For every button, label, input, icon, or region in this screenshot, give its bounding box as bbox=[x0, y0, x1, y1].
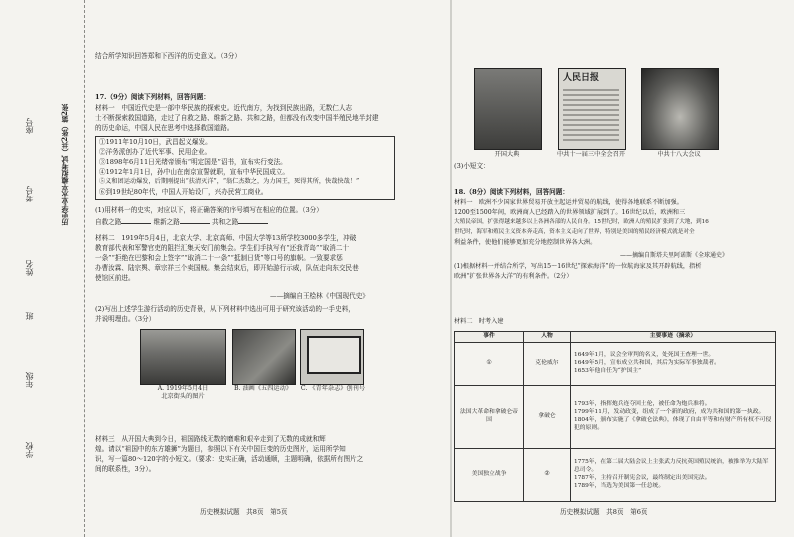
answer-blank[interactable] bbox=[180, 223, 210, 224]
deed-line: 1789年，当选为美国第一任总统。 bbox=[574, 482, 665, 489]
option-item: ⑥到19世纪80年代，中国人开始设厂，兴办民营工商业。 bbox=[99, 188, 268, 196]
material-3-line: 材料三 从开国大典到今日，祖国路线无数的磨难和艰辛走到了无数的成就和辉 bbox=[95, 435, 326, 443]
deeds-cell bbox=[571, 448, 776, 501]
blank-label: 维新之路 bbox=[153, 218, 180, 226]
caption-a: A. 1919年5月4日 北京街头的图片 bbox=[157, 385, 209, 400]
option-item: ②洋务派创办了近代军事、民用企业。 bbox=[99, 148, 212, 156]
right-footer: 历史模拟试题 共8页 第6页 bbox=[560, 508, 648, 516]
material-2-line: 教育部代表和军警官吏的阻拦汇集天安门前集会。学生们手执写有“还我青岛”“取消二十 bbox=[95, 244, 350, 252]
option-item: ③1898年6月11日光绪帝颁布“明定国是”诏书，宣布实行变法。 bbox=[99, 158, 287, 166]
material-2-line: 一条”“拒绝在巴黎和会上签字”“取消二十一条”“抵制日货”等口号的旗帜。一致要求惩 bbox=[95, 254, 343, 262]
school-label: 学校 bbox=[25, 442, 34, 458]
material-2-source: ——摘编自王桧林《中国现代史》 bbox=[270, 292, 369, 300]
answer-blank[interactable] bbox=[238, 223, 268, 224]
oil-painting-may-fourth bbox=[232, 329, 296, 385]
option-item: ④1912年1月1日，孙中山在南京宣誓就职，宣布中华民国成立。 bbox=[99, 168, 290, 176]
person-cell: 克伦威尔 bbox=[524, 342, 571, 385]
sub-question-1: (1)用材料一的史实，对应以下，将正确答案的序号填写在相应的位置。（3分） bbox=[95, 206, 323, 214]
material-r1-line: 材料一 欧洲不少国家世界贸易开放主起运并贸易的航线，使得各地联系不断加强。 bbox=[454, 199, 683, 206]
table-row bbox=[455, 385, 776, 448]
newspaper-masthead: 人民日报 bbox=[563, 73, 600, 83]
table-row bbox=[455, 448, 776, 501]
caption-c: C. 《青年杂志》创刊号 bbox=[300, 385, 366, 392]
deed-line: 1787年，主持召开制宪会议，最终制定出美国宪法。 bbox=[574, 474, 711, 481]
short-essay-label: (3)小短文： bbox=[454, 162, 490, 170]
caption-b: B. 油画《五四运动》 bbox=[234, 385, 292, 392]
photo-founding-ceremony bbox=[474, 68, 542, 150]
table-header: 事件 bbox=[455, 332, 524, 343]
table-header: 主要事迹（摘录） bbox=[571, 332, 776, 343]
question-top: 结合所学知识回答郑和下西洋的历史意义。（3分） bbox=[95, 52, 241, 60]
event-cell: 法国大革命和拿破仑帝国 bbox=[455, 385, 524, 448]
material-1-line: 材料一 中国近代史是一部中华民族的探索史。近代南方，为找到民族出路，无数仁人志 bbox=[95, 104, 353, 112]
material-3-line: 间的联系性，3分）。 bbox=[95, 465, 156, 473]
deed-line: 1649年1月，议会全审判的名义，处死国王查理一世。 bbox=[574, 352, 715, 359]
material-r1-line: 利益条件，使他们能够更加充分地控制世界各大洲。 bbox=[454, 239, 597, 246]
blank-label: 共和之路 bbox=[211, 218, 239, 226]
person-cell: ② bbox=[524, 448, 571, 501]
material-r1-line: 1200至1500年间，欧洲商人已经踏入的世界领域扩展到了。16世纪以后，欧洲和三 bbox=[454, 209, 686, 216]
option-item: ⑤义和团运动爆发，后期刚提出“扶清灭洋”，“翁仁杰数之，为力国王，死得其所，快哉快哉！” bbox=[99, 178, 360, 185]
caption-founding: 开国大典 bbox=[494, 151, 520, 158]
seat-label: 座号 bbox=[25, 118, 34, 134]
deed-line: 1775年，在第二届大陆会议上主张武力反抗英国殖民统治，被推举为大陆军总司令。 bbox=[574, 459, 769, 473]
answer-line bbox=[95, 218, 268, 227]
material-r1-line: 世纪时，海军和殖民主义资本奔走高，资本主义走向了世界，特别是美国的殖民经济模式就是对全 bbox=[454, 229, 695, 235]
options-box bbox=[95, 136, 395, 200]
event-cell: 美国独立战争 bbox=[455, 448, 524, 501]
sub-question-18-1: (1)根据材料一并结合所学，写出15～16世纪“探索海洋”的一位航海家及其开辟航线，指析 bbox=[454, 263, 702, 270]
deed-line: 1653年他自任为“护国主” bbox=[574, 367, 642, 374]
material-2-line: 使馆区前进。 bbox=[95, 274, 135, 282]
material-3-line: 识，写一篇80～120字的小短文。（要求：史实正确，活动通顺，主题明确，依据所有图片之 bbox=[95, 455, 364, 463]
deed-line: 1799年11月，发动政变，组成了一个新的政府，成为共和国的第一执政。 bbox=[574, 409, 765, 415]
option-item: ①1911年10月10日，武昌起义爆发。 bbox=[99, 138, 212, 146]
material-3-line: 煌。请以“祖国中的东方雄狮”为题目，参照以下有关中国巨变的历史图片，运用所学知 bbox=[95, 445, 346, 453]
table-row bbox=[455, 342, 776, 385]
events-table bbox=[454, 331, 776, 502]
exam-title-vertical: 历史学业水平模拟考试（共2张）第2张 bbox=[60, 104, 69, 226]
event-cell: ① bbox=[455, 342, 524, 385]
class-label: 班 bbox=[25, 312, 34, 320]
table-header: 人物 bbox=[524, 332, 571, 343]
material-r1-source: ——摘编自斯塔夫里阿诺斯《全球通史》 bbox=[620, 252, 729, 259]
photo-beijing-street bbox=[140, 329, 226, 385]
sub-question-2-cont: 并说明理由。（3分） bbox=[95, 315, 156, 323]
material-2-line: 办曹汝霖、陆宗舆、章宗祥三个卖国贼。集会结束后，即开始游行示威，队伍走向东交民巷 bbox=[95, 264, 359, 272]
youth-magazine-cover bbox=[300, 329, 364, 385]
caption-third-plenum: 中共十一届三中全会召开 bbox=[556, 151, 626, 158]
deed-line: 1649年5月，宣布成立共和国，其后为实际军事独裁者。 bbox=[574, 359, 720, 366]
deed-line: 1793年，指挥炮兵连夺回土伦，被任命为炮兵准将。 bbox=[574, 401, 711, 408]
material-1-line: 的历史命运，中国人民在思考中选择救国道路。 bbox=[95, 124, 234, 132]
name-label: 姓名 bbox=[25, 260, 34, 276]
material-2-line: 材料二 1919年5月4日，北京大学、北京高师、中国大学等13所学校3000多学生，冲破 bbox=[95, 234, 357, 242]
caption-18th-congress: 中共十八大会议 bbox=[657, 151, 701, 158]
deed-line: 1804年，颁布实施了《拿破仑法典》，体现了自由平等和有财产所有权不可侵犯的原则。 bbox=[574, 416, 772, 431]
photo-newspaper-third-plenum bbox=[558, 68, 626, 150]
material-r1-line: 大殖民帝国，扩张得越来越多以上各洲各部的人民自身。15世纪时，欧洲人的殖民扩张到了大地，到16 bbox=[454, 219, 709, 225]
grade-label: 年级 bbox=[25, 372, 34, 388]
question-17-title: 17.（9分）阅读下列材料，回答问题： bbox=[95, 93, 210, 101]
person-cell: 拿破仑 bbox=[524, 385, 571, 448]
sub-question-18-1-cont: 欧洲“扩张世界各大洋”的有利条件。（2分） bbox=[454, 273, 573, 280]
binding-margin bbox=[0, 0, 85, 537]
sub-question-2: (2)写出上述学生游行活动的历史背景，从下列材料中选出可用于研究该活动的一手史料， bbox=[95, 305, 355, 313]
photo-18th-congress bbox=[641, 68, 719, 150]
blank-label: 自救之路 bbox=[95, 218, 122, 226]
page-fold bbox=[450, 0, 452, 537]
exam-no-label: 考号 bbox=[25, 186, 34, 202]
left-footer: 历史模拟试题 共8页 第5页 bbox=[200, 508, 288, 516]
deeds-cell bbox=[571, 385, 776, 448]
deeds-cell bbox=[571, 342, 776, 385]
question-18-title: 18.（8分）阅读下列材料，回答问题： bbox=[454, 188, 569, 196]
material-2-table-title: 材料二 时考入建 bbox=[454, 318, 504, 325]
answer-blank[interactable] bbox=[121, 223, 151, 224]
table-header-row bbox=[455, 332, 776, 343]
material-1-line: 士不断探索救国道路，走过了自救之路、维新之路、共和之路，但都没有改变中国半殖民地半封建 bbox=[95, 114, 379, 122]
